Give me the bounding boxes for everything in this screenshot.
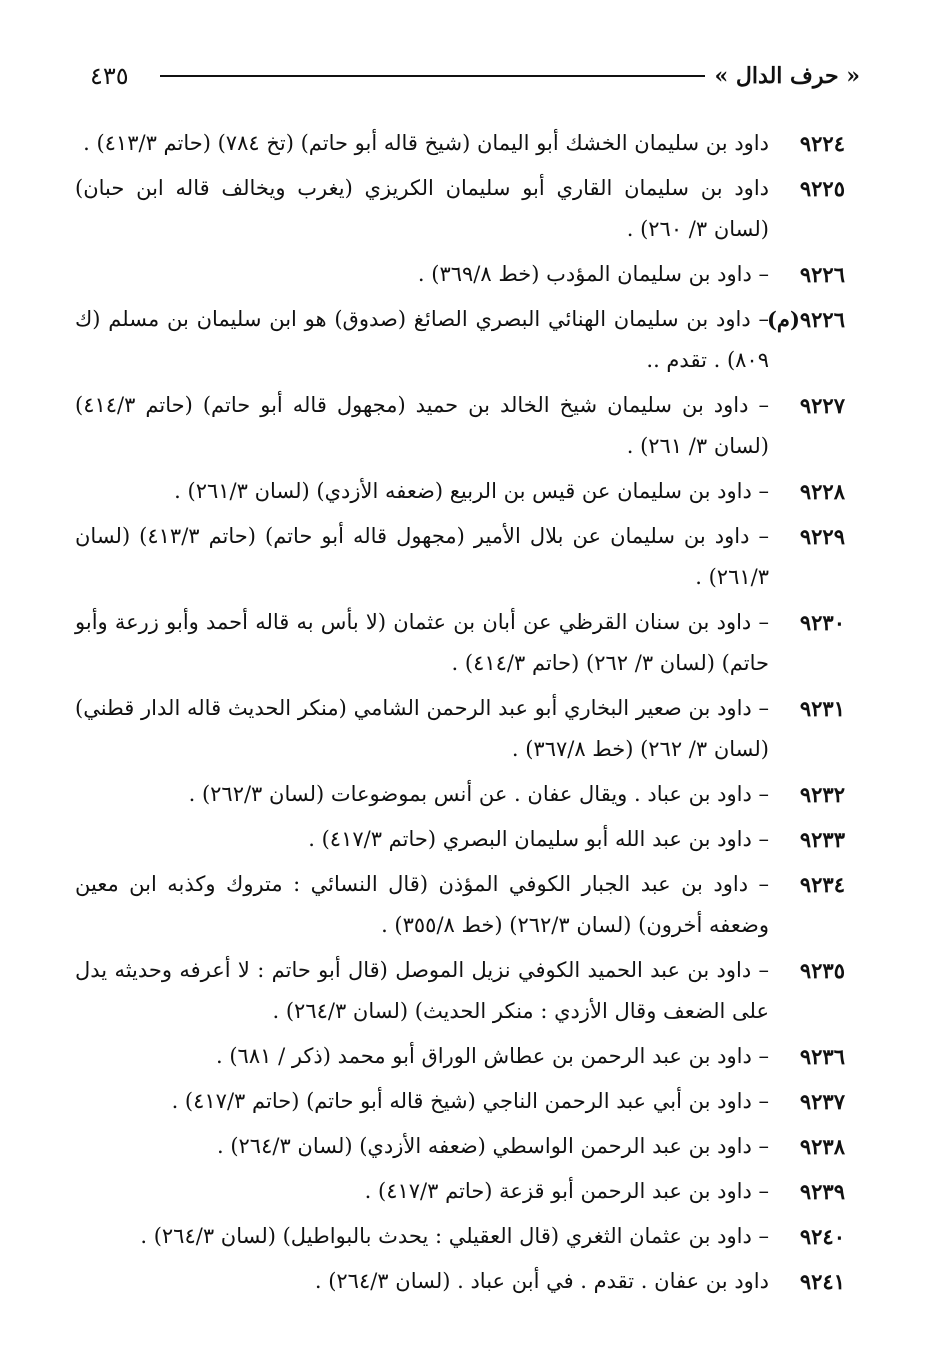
entry-text: – داود بن عباد . ويقال عفان . عن أنس بموضوعات (لسان ٢٦٢/٣) .	[188, 782, 769, 806]
entry-number: ٩٢٢٥	[799, 176, 845, 201]
entry-number: ٩٢٣٣	[799, 827, 845, 852]
entry-text: – داود بن سليمان الهنائي البصري الصائغ (صدوق) هو ابن سليمان بن مسلم (ك ٨٠٩) . تقدم ..	[75, 307, 769, 372]
entry-row	[75, 1216, 845, 1257]
entry-row	[75, 123, 845, 164]
entry-text: – داود بن صعير البخاري أبو عبد الرحمن الشامي (منكر الحديث قاله الدار قطني) (لسان ٣/ ٢٦٢) (خط ٣٦٧/٨) .	[75, 696, 769, 761]
entry-text: – داود بن عبد الرحمن أبو قزعة (حاتم ٤١٧/٣) .	[364, 1179, 769, 1203]
entry-text: داود بن سليمان القاري أبو سليمان الكريزي (يغرب ويخالف قاله ابن حبان) (لسان ٣/ ٢٦٠) .	[75, 176, 769, 241]
entry-row	[75, 471, 845, 512]
entry-number: ٩٢٣٦	[799, 1044, 845, 1069]
entry-text: – داود بن أبي عبد الرحمن الناجي (شيخ قاله أبو حاتم) (حاتم ٤١٧/٣) .	[171, 1089, 769, 1113]
entry-number: ٩٢٢٤	[799, 131, 845, 156]
entry-text: – داود بن سنان القرظي عن أبان بن عثمان (لا بأس به قاله أحمد وأبو زرعة وأبو حاتم) (لسان ٣/ ٢٦٢) (حاتم ٤١٤/٣) .	[75, 610, 769, 675]
entry-row	[75, 688, 845, 770]
entry-text: – داود بن سليمان عن قيس بن الربيع (ضعفه الأزدي) (لسان ٢٦١/٣) .	[174, 479, 769, 503]
entry-row	[75, 1036, 845, 1077]
entry-number: ٩٢٣٢	[799, 782, 845, 807]
entry-number: ٩٢٣٠	[799, 610, 845, 635]
entry-row	[75, 516, 845, 598]
entry-row	[75, 254, 845, 295]
header-rule	[160, 75, 705, 77]
entry-text: – داود بن عبد الرحمن بن عطاش الوراق أبو محمد (ذكر / ٦٨١) .	[216, 1044, 769, 1068]
entry-row	[75, 1171, 845, 1212]
running-head: « حرف الدال »	[714, 63, 860, 89]
entry-row	[75, 864, 845, 946]
entry-row	[75, 1081, 845, 1122]
entry-text: – داود بن عبد الجبار الكوفي المؤذن (قال النسائي : متروك وكذبه ابن معين وضعفه أخرون) (لسان ٢٦٢/٣) (خط ٣٥٥/٨) .	[75, 872, 769, 937]
entry-number: ٩٢٢٦	[799, 262, 845, 287]
entry-number: ٩٢٣١	[799, 696, 845, 721]
entry-number: ٩٢٤٠	[799, 1224, 845, 1249]
entry-number: ٩٢٢٨	[799, 479, 845, 504]
entry-row	[75, 950, 845, 1032]
entry-text: – داود بن عثمان الثغري (قال العقيلي : يحدث بالبواطيل) (لسان ٢٦٤/٣) .	[140, 1224, 769, 1248]
page-number: ٤٣٥	[90, 62, 129, 90]
entry-number: ٩٢٣٥	[799, 958, 845, 983]
entry-number: ٩٢٣٨	[799, 1134, 845, 1159]
entry-row	[75, 819, 845, 860]
entry-text: داود بن سليمان الخشك أبو اليمان (شيخ قاله أبو حاتم) (تخ ٧٨٤) (حاتم ٤١٣/٣) .	[83, 131, 769, 155]
entry-number: ٩٢٣٩	[799, 1179, 845, 1204]
entry-text: – داود بن عبد الله أبو سليمان البصري (حاتم ٤١٧/٣) .	[308, 827, 769, 851]
entry-text: – داود بن عبد الرحمن الواسطي (ضعفه الأزدي) (لسان ٢٦٤/٣) .	[216, 1134, 769, 1158]
entry-number: ٩٢٢٧	[799, 393, 845, 418]
entry-text: – داود بن سليمان عن بلال الأمير (مجهول قاله أبو حاتم) (حاتم ٤١٣/٣) (لسان ٢٦١/٣) .	[75, 524, 769, 589]
entry-row	[75, 602, 845, 684]
entry-row	[75, 299, 845, 381]
entry-row	[75, 168, 845, 250]
entry-number: ٩٢٢٦(م)	[767, 307, 845, 332]
entry-text: داود بن عفان . تقدم . في أبن عباد . (لسان ٢٦٤/٣) .	[314, 1269, 769, 1293]
entry-row	[75, 1261, 845, 1302]
entry-row	[75, 385, 845, 467]
entry-text: – داود بن سليمان المؤدب (خط ٣٦٩/٨) .	[417, 262, 769, 286]
entry-text: – داود بن عبد الحميد الكوفي نزيل الموصل (قال أبو حاتم : لا أعرفه وحديثه يدل على الضعف وقال الأزدي : منكر الحديث) (لسان ٢٦٤/٣) .	[75, 958, 769, 1023]
entry-number: ٩٢٣٧	[799, 1089, 845, 1114]
entries-list	[75, 123, 845, 1306]
entry-row	[75, 1126, 845, 1167]
entry-number: ٩٢٣٤	[799, 872, 845, 897]
entry-text: – داود بن سليمان شيخ الخالد بن حميد (مجهول قاله أبو حاتم) (حاتم ٤١٤/٣) (لسان ٣/ ٢٦١) .	[75, 393, 769, 458]
entry-number: ٩٢٤١	[799, 1269, 845, 1294]
entry-number: ٩٢٢٩	[799, 524, 845, 549]
page-header	[90, 58, 860, 94]
entry-row	[75, 774, 845, 815]
